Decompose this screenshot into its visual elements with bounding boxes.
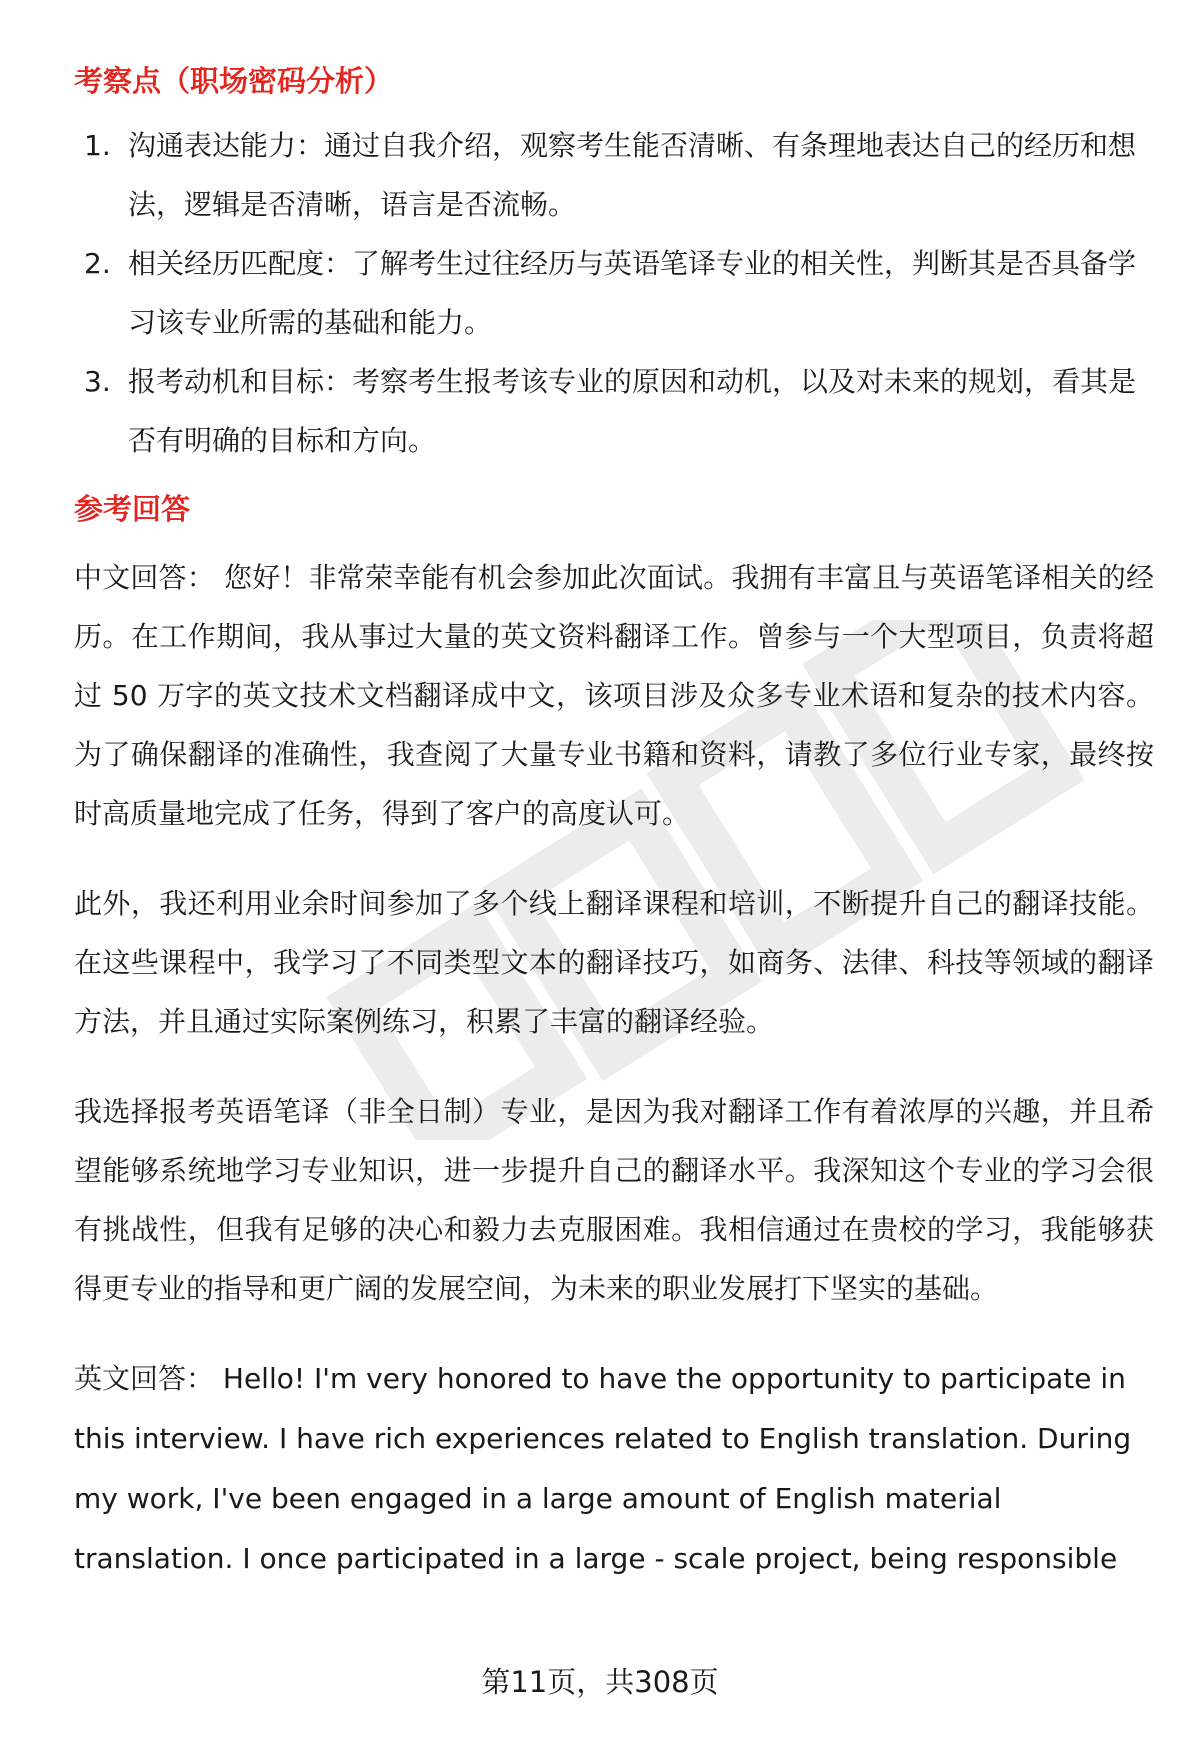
section-heading-key-points: 考察点（职场密码分析） [74, 64, 394, 98]
list-item-number: 1. [84, 129, 111, 162]
section-heading-reference-answer: 参考回答 [74, 492, 191, 526]
paragraph-motivation: 我选择报考英语笔译（非全日制）专业，是因为我对翻译工作有着浓厚的兴趣，并且希望能够系统地学习专业知识，进一步提升自己的翻译水平。我深知这个专业的学习会很有挑战性，但我有足够的决心和毅力去克服困难。我相信通过在贵校的学习，我能够获得更专业的指导和更广阔的发展空间，为未来的职业发展打下坚实的基础。 [74, 1095, 1154, 1305]
paragraph-chinese-answer: 中文回答： 您好！非常荣幸能有机会参加此次面试。我拥有丰富且与英语笔译相关的经历。在工作期间，我从事过大量的英文资料翻译工作。曾参与一个大型项目，负责将超过 50 万字的英文技术文档翻译成中文，该项目涉及众多专业术语和复杂的技术内容。为了确保翻译的准确性，我查阅了大量专业书籍和资料，请教了多位行业专家，最终按时高质量地完成了任务，得到了客户的高度认可。 [74, 561, 1154, 830]
list-item [74, 352, 1154, 470]
list-item [74, 234, 1154, 352]
list-item-text: 沟通表达能力：通过自我介绍，观察考生能否清晰、有条理地表达自己的经历和想法，逻辑是否清晰，语言是否流畅。 [128, 129, 1137, 221]
list-item-text: 相关经历匹配度：了解考生过往经历与英语笔译专业的相关性，判断其是否具备学习该专业所需的基础和能力。 [128, 247, 1137, 339]
paragraph-english-answer: 英文回答： Hello! I'm very honored to have the opportunity to participate in this interview. I have rich experiences related to English translation. During my work, I've been engaged in a large amount of English material translation. I once participated in a large - scale project, being responsible [74, 1362, 1132, 1575]
key-points-list [74, 116, 1154, 470]
list-item-number: 3. [84, 365, 111, 398]
document-page [74, 52, 1154, 1589]
list-item-text: 报考动机和目标：考察考生报考该专业的原因和动机，以及对未来的规划，看其是否有明确的目标和方向。 [128, 365, 1137, 457]
paragraph-extra-training: 此外，我还利用业余时间参加了多个线上翻译课程和培训，不断提升自己的翻译技能。在这些课程中，我学习了不同类型文本的翻译技巧，如商务、法律、科技等领域的翻译方法，并且通过实际案例练习，积累了丰富的翻译经验。 [74, 887, 1154, 1038]
list-item-number: 2. [84, 247, 111, 280]
page-number-footer: 第11页，共308页 [481, 1665, 719, 1699]
list-item [74, 116, 1154, 234]
